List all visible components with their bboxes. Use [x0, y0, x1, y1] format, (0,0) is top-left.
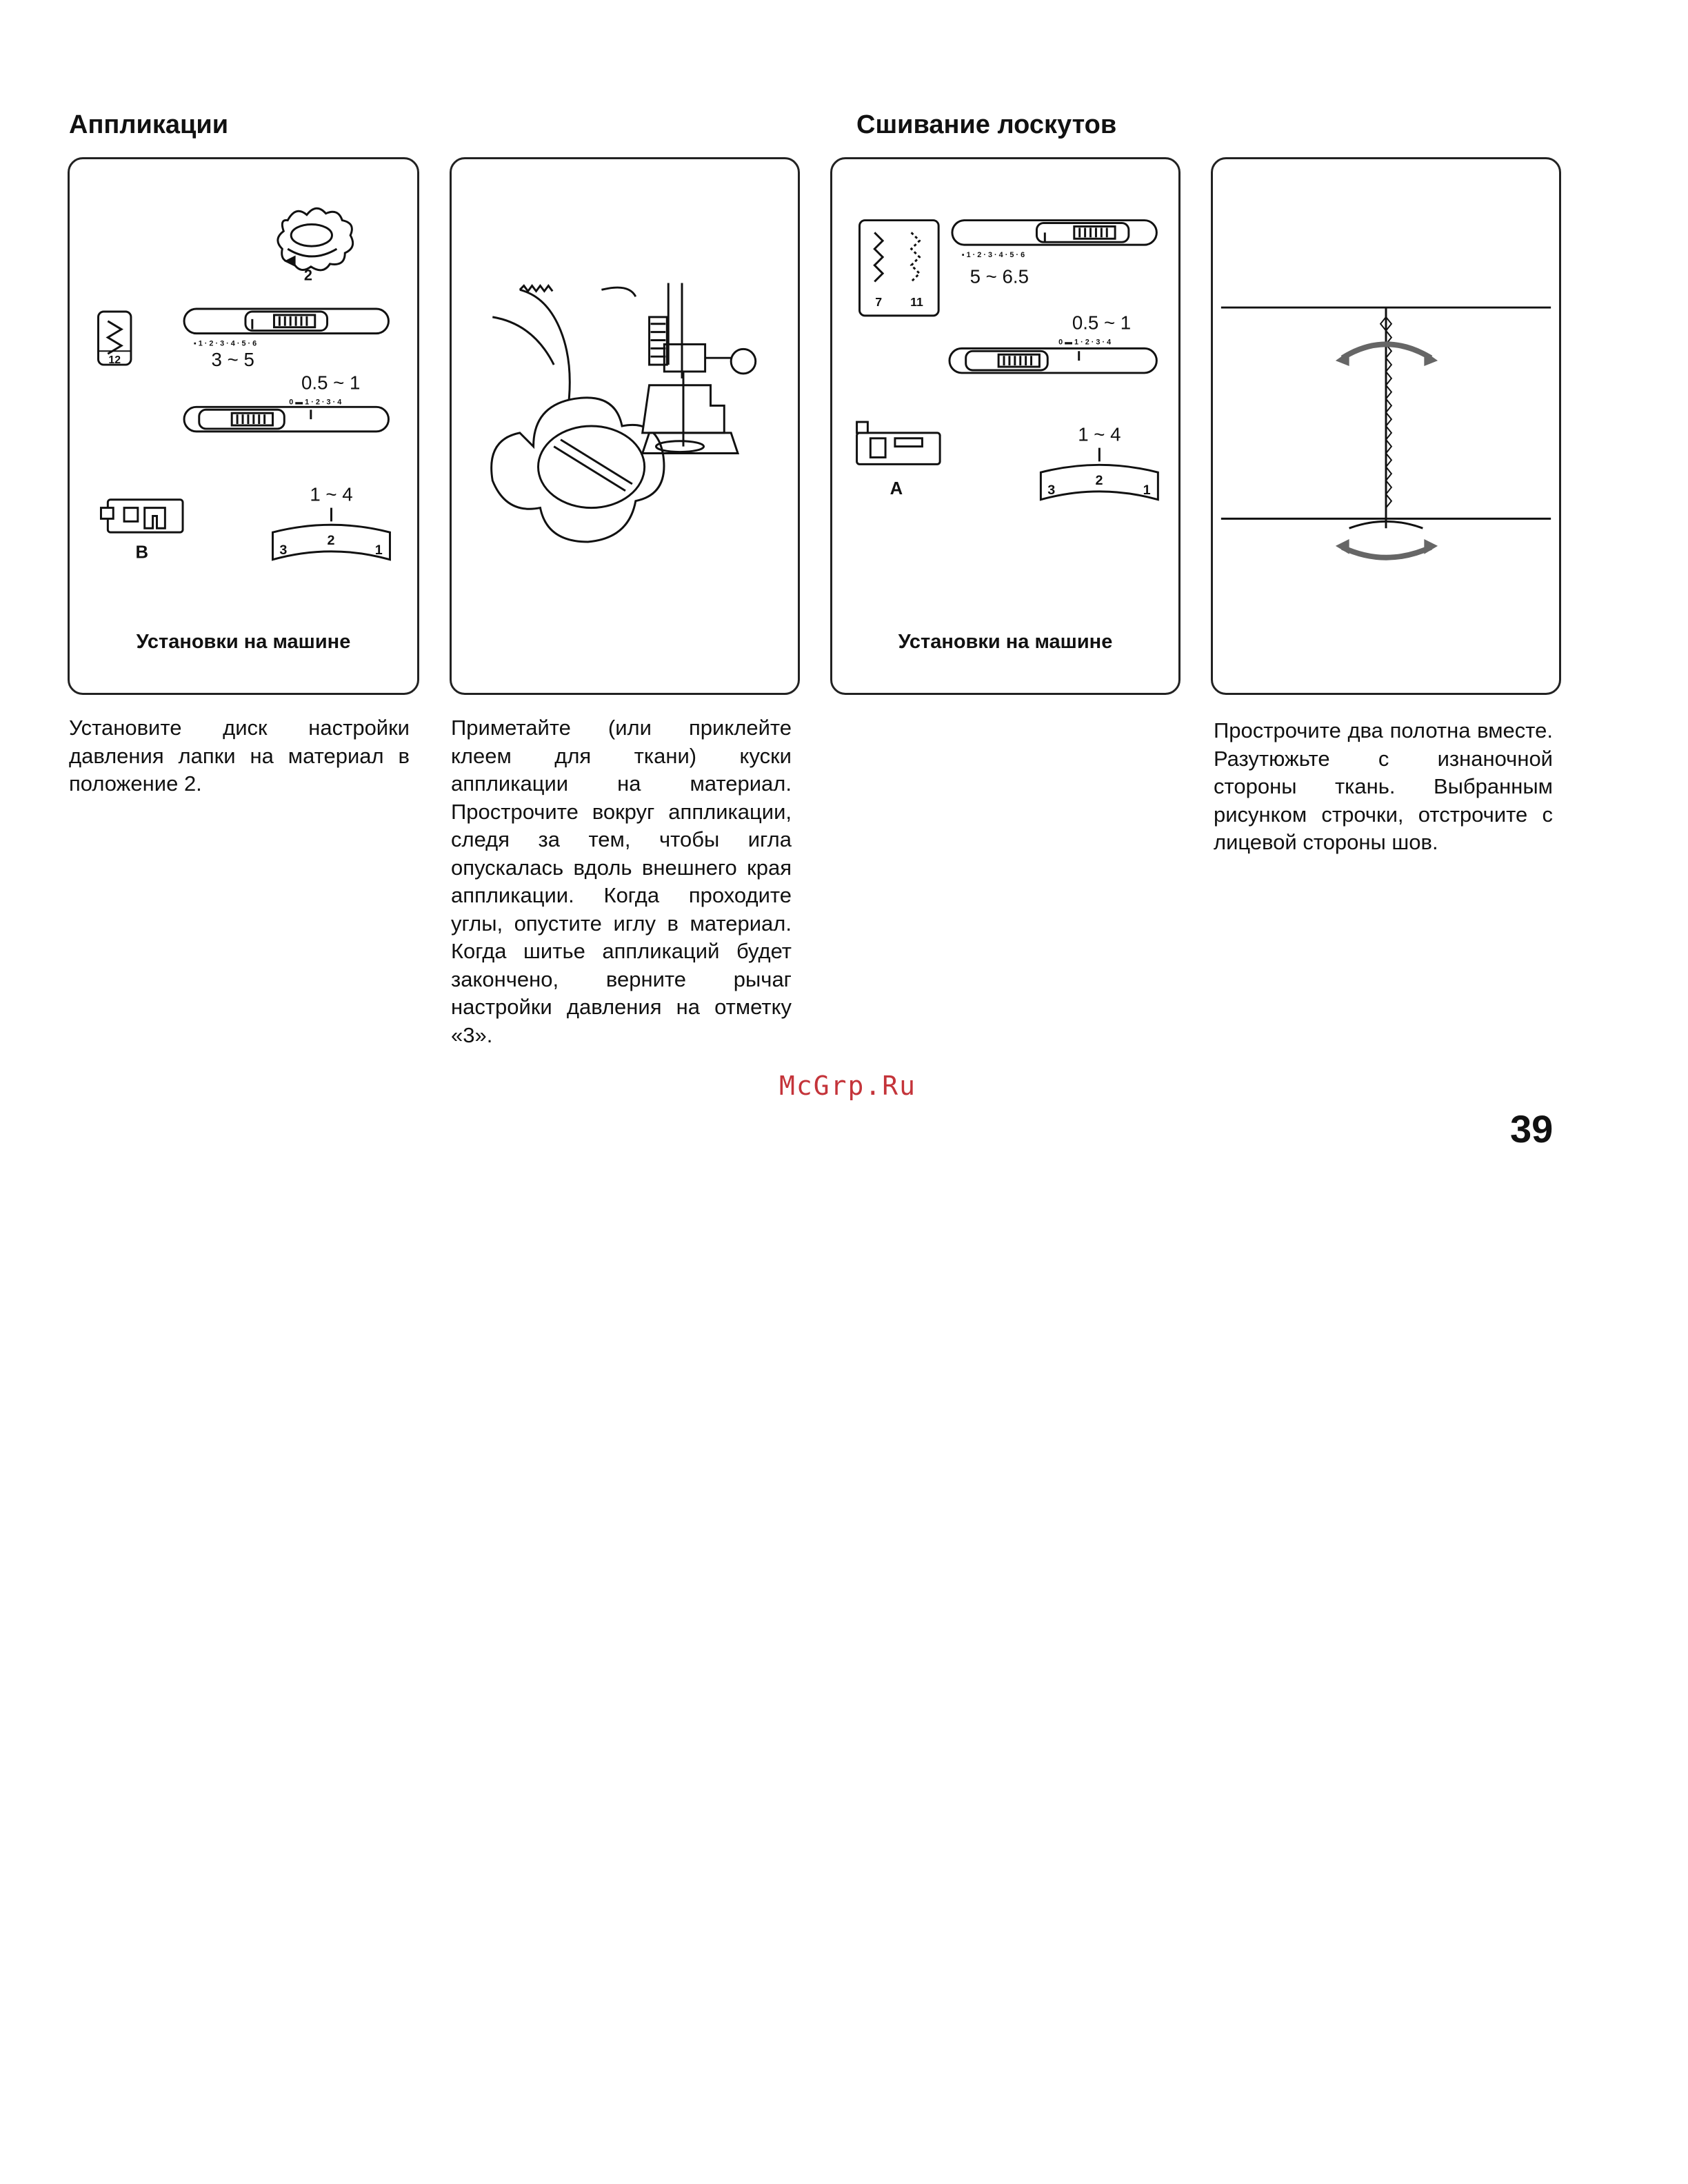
width-scale-ticks: ▪ 1 · 2 · 3 · 4 · 5 · 6	[961, 250, 1025, 259]
applique-settings-illustration	[70, 159, 417, 693]
panel-caption: Установки на машине	[898, 631, 1113, 653]
pressure-tick-1: 1	[374, 542, 383, 558]
stitch-width-slider	[184, 309, 388, 334]
stitch-width-slider	[952, 221, 1156, 245]
foot-letter: B	[135, 543, 149, 563]
foot-letter: A	[890, 478, 903, 498]
page-number: 39	[1510, 1107, 1554, 1151]
pattern-number-7: 7	[875, 295, 883, 310]
length-range-label: 0.5 ~ 1	[301, 372, 361, 394]
applique-sewing-illustration	[452, 159, 798, 693]
length-range-label: 0.5 ~ 1	[1072, 312, 1132, 334]
presser-foot-a-icon	[857, 422, 941, 464]
width-range-label: 5 ~ 6.5	[969, 265, 1029, 287]
pressure-tick-3: 3	[279, 542, 288, 558]
width-range-label: 3 ~ 5	[211, 349, 254, 371]
watermark: McGrp.Ru	[779, 1071, 917, 1101]
stitch-length-slider	[184, 407, 388, 432]
section-heading-patchwork: Сшивание лоскутов	[856, 110, 1117, 139]
dial-setting-label: 2	[303, 266, 312, 284]
pressure-tick-3: 3	[1047, 482, 1056, 498]
pressure-range-label: 1 ~ 4	[310, 483, 353, 505]
section-heading-applique: Аппликации	[69, 110, 229, 139]
applique-settings-panel	[68, 157, 419, 695]
stitch-length-slider	[950, 348, 1156, 373]
pressure-tick-2: 2	[327, 532, 335, 548]
width-scale-ticks: ▪ 1 · 2 · 3 · 4 · 5 · 6	[193, 339, 257, 348]
spread-arrow-bottom-icon	[1343, 547, 1431, 558]
panel-caption: Установки на машине	[136, 631, 351, 653]
applique-illustration-panel	[450, 157, 800, 695]
pressure-range-label: 1 ~ 4	[1078, 423, 1121, 445]
stitch-patterns-icon	[860, 221, 939, 316]
patchwork-settings-illustration	[832, 159, 1178, 693]
presser-foot-b-icon	[101, 500, 183, 532]
patchwork-seam-illustration	[1213, 159, 1559, 693]
patchwork-settings-panel	[830, 157, 1180, 695]
pattern-number: 12	[108, 354, 121, 367]
patchwork-illustration-panel	[1211, 157, 1561, 695]
pressure-tick-1: 1	[1143, 482, 1151, 498]
length-scale-ticks: 0 ▬ 1 · 2 · 3 · 4	[289, 398, 342, 407]
pressure-dial-icon	[278, 208, 353, 270]
patchwork-sewing-text: Прострочите два полотна вместе. Разутюжьте с изнаночной стороны ткань. Выбранным рисунком строчки, отстрочите с лицевой стороны шов.	[1214, 718, 1553, 854]
applique-sewing-text: Приметайте (или приклейте клеем для ткани) куски аппликации на материал. Прострочите вокруг аппликации, следя за тем, чтобы игла опускалась вдоль внешнего края аппликации. Когда проходите углы, опустите иглу в материал. Когда шитье аппликаций будет закончено, верните рычаг настройки давления на отметку «3».	[451, 716, 792, 1047]
pattern-number-11: 11	[910, 295, 923, 310]
applique-pressure-text: Установите диск настройки давления лапки на материал в положение 2.	[69, 716, 410, 796]
length-scale-ticks: 0 ▬ 1 · 2 · 3 · 4	[1058, 338, 1112, 347]
pressure-tick-2: 2	[1095, 472, 1103, 488]
